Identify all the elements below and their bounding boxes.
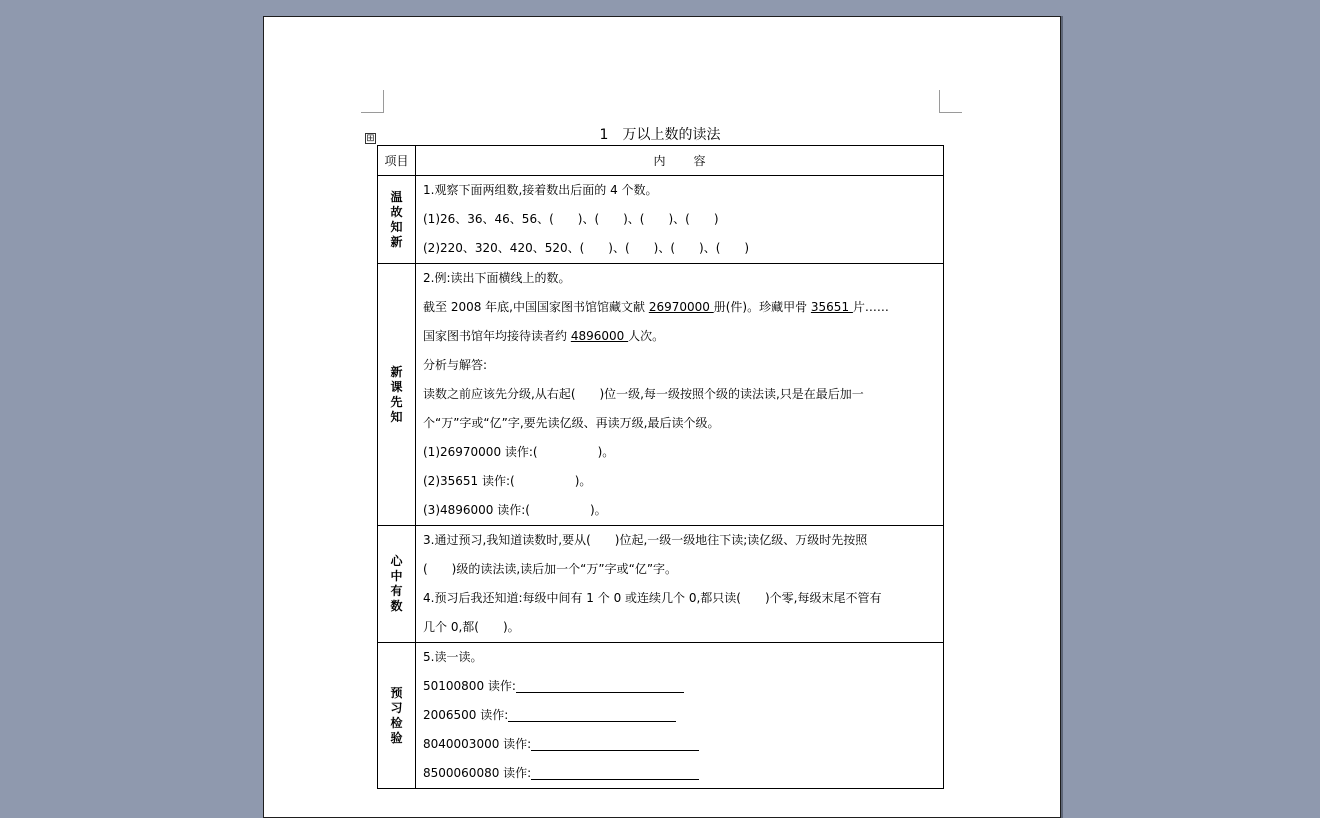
header-content xyxy=(416,146,944,176)
lesson-table xyxy=(377,145,944,789)
text-run: 册(件)。珍藏甲骨 xyxy=(713,300,811,314)
label-char: 课 xyxy=(390,379,403,394)
label-char: 知 xyxy=(390,219,403,234)
label-char: 新 xyxy=(390,364,403,379)
label-char: 习 xyxy=(390,700,403,715)
exercise-label: 8500060080 读作: xyxy=(423,766,532,780)
answer-blank[interactable] xyxy=(531,736,699,751)
section-content-review xyxy=(416,176,944,264)
section-key-points xyxy=(378,526,944,643)
crop-mark-top-right xyxy=(939,90,962,113)
text-line: (2)220、320、420、520、( )、( )、( )、( ) xyxy=(423,241,750,255)
document-title xyxy=(377,124,943,144)
label-char: 心 xyxy=(390,554,403,568)
label-char: 预 xyxy=(390,685,403,700)
section-content-new-lesson xyxy=(416,264,944,526)
section-label-review xyxy=(378,176,416,264)
exercise-label: 50100800 读作: xyxy=(423,679,516,693)
label-char: 新 xyxy=(390,234,403,249)
text-line: 5.读一读。 xyxy=(423,650,483,664)
table-move-handle-icon[interactable]: ⊞ xyxy=(366,133,375,144)
exercise-item xyxy=(423,730,937,759)
section-review xyxy=(378,176,944,264)
text-line: ( )级的读法读,读后加一个“万”字或“亿”字。 xyxy=(423,562,678,576)
header-content-char-2: 容 xyxy=(693,154,706,168)
text-line: 几个 0,都( )。 xyxy=(423,620,520,634)
label-char: 有 xyxy=(390,584,403,598)
label-char: 温 xyxy=(390,189,403,204)
underlined-number: 35651 xyxy=(810,300,853,314)
text-line: (2)35651 读作:( )。 xyxy=(423,474,592,488)
crop-mark-top-left xyxy=(361,90,384,113)
text-line: (1)26970000 读作:( )。 xyxy=(423,445,615,459)
section-content-preview-check xyxy=(416,643,944,789)
text-line: 2.例:读出下面横线上的数。 xyxy=(423,271,571,285)
section-preview-check xyxy=(378,643,944,789)
section-content-key-points xyxy=(416,526,944,643)
section-label-preview-check xyxy=(378,643,416,789)
section-new-lesson xyxy=(378,264,944,526)
table-header-row xyxy=(378,146,944,176)
exercise-item xyxy=(423,759,937,788)
text-line: 3.通过预习,我知道读数时,要从( )位起,一级一级地往下读;读亿级、万级时先按照 xyxy=(423,533,868,547)
text-run: 片…… xyxy=(852,300,889,314)
text-line: 分析与解答: xyxy=(423,358,488,372)
label-char: 数 xyxy=(390,599,403,613)
label-char: 知 xyxy=(390,409,403,424)
title-text: 万以上数的读法 xyxy=(622,127,721,143)
section-label-key-points xyxy=(378,526,416,643)
text-line xyxy=(423,293,937,322)
label-char: 检 xyxy=(390,715,403,730)
text-line: 个“万”字或“亿”字,要先读亿级、再读万级,最后读个级。 xyxy=(423,416,720,430)
underlined-number: 26970000 xyxy=(648,300,714,314)
text-line: (1)26、36、46、56、( )、( )、( )、( ) xyxy=(423,212,719,226)
underlined-number: 4896000 xyxy=(570,329,629,343)
document-page xyxy=(263,16,1061,818)
text-line: (3)4896000 读作:( )。 xyxy=(423,503,607,517)
text-line xyxy=(423,322,937,351)
text-line: 读数之前应该先分级,从右起( )位一级,每一级按照个级的读法读,只是在最后加一 xyxy=(423,387,864,401)
label-char: 中 xyxy=(390,569,403,583)
text-line: 4.预习后我还知道:每级中间有 1 个 0 或连续几个 0,都只读( )个零,每级末尾不管有 xyxy=(423,591,882,605)
label-char: 先 xyxy=(390,394,403,409)
exercise-label: 8040003000 读作: xyxy=(423,737,532,751)
header-project: 项目 xyxy=(378,146,416,176)
title-number: 1 xyxy=(599,127,609,143)
answer-blank[interactable] xyxy=(508,707,676,722)
text-run: 截至 2008 年底,中国国家图书馆馆藏文献 xyxy=(423,300,649,314)
section-label-new-lesson xyxy=(378,264,416,526)
text-run: 国家图书馆年均接待读者约 xyxy=(423,329,571,343)
text-line: 1.观察下面两组数,接着数出后面的 4 个数。 xyxy=(423,183,658,197)
label-char: 故 xyxy=(390,204,403,219)
answer-blank[interactable] xyxy=(516,678,684,693)
exercise-label: 2006500 读作: xyxy=(423,708,509,722)
header-content-char-1: 内 xyxy=(653,154,666,168)
label-char: 验 xyxy=(390,730,403,745)
exercise-item xyxy=(423,672,937,701)
exercise-item xyxy=(423,701,937,730)
text-run: 人次。 xyxy=(628,329,665,343)
